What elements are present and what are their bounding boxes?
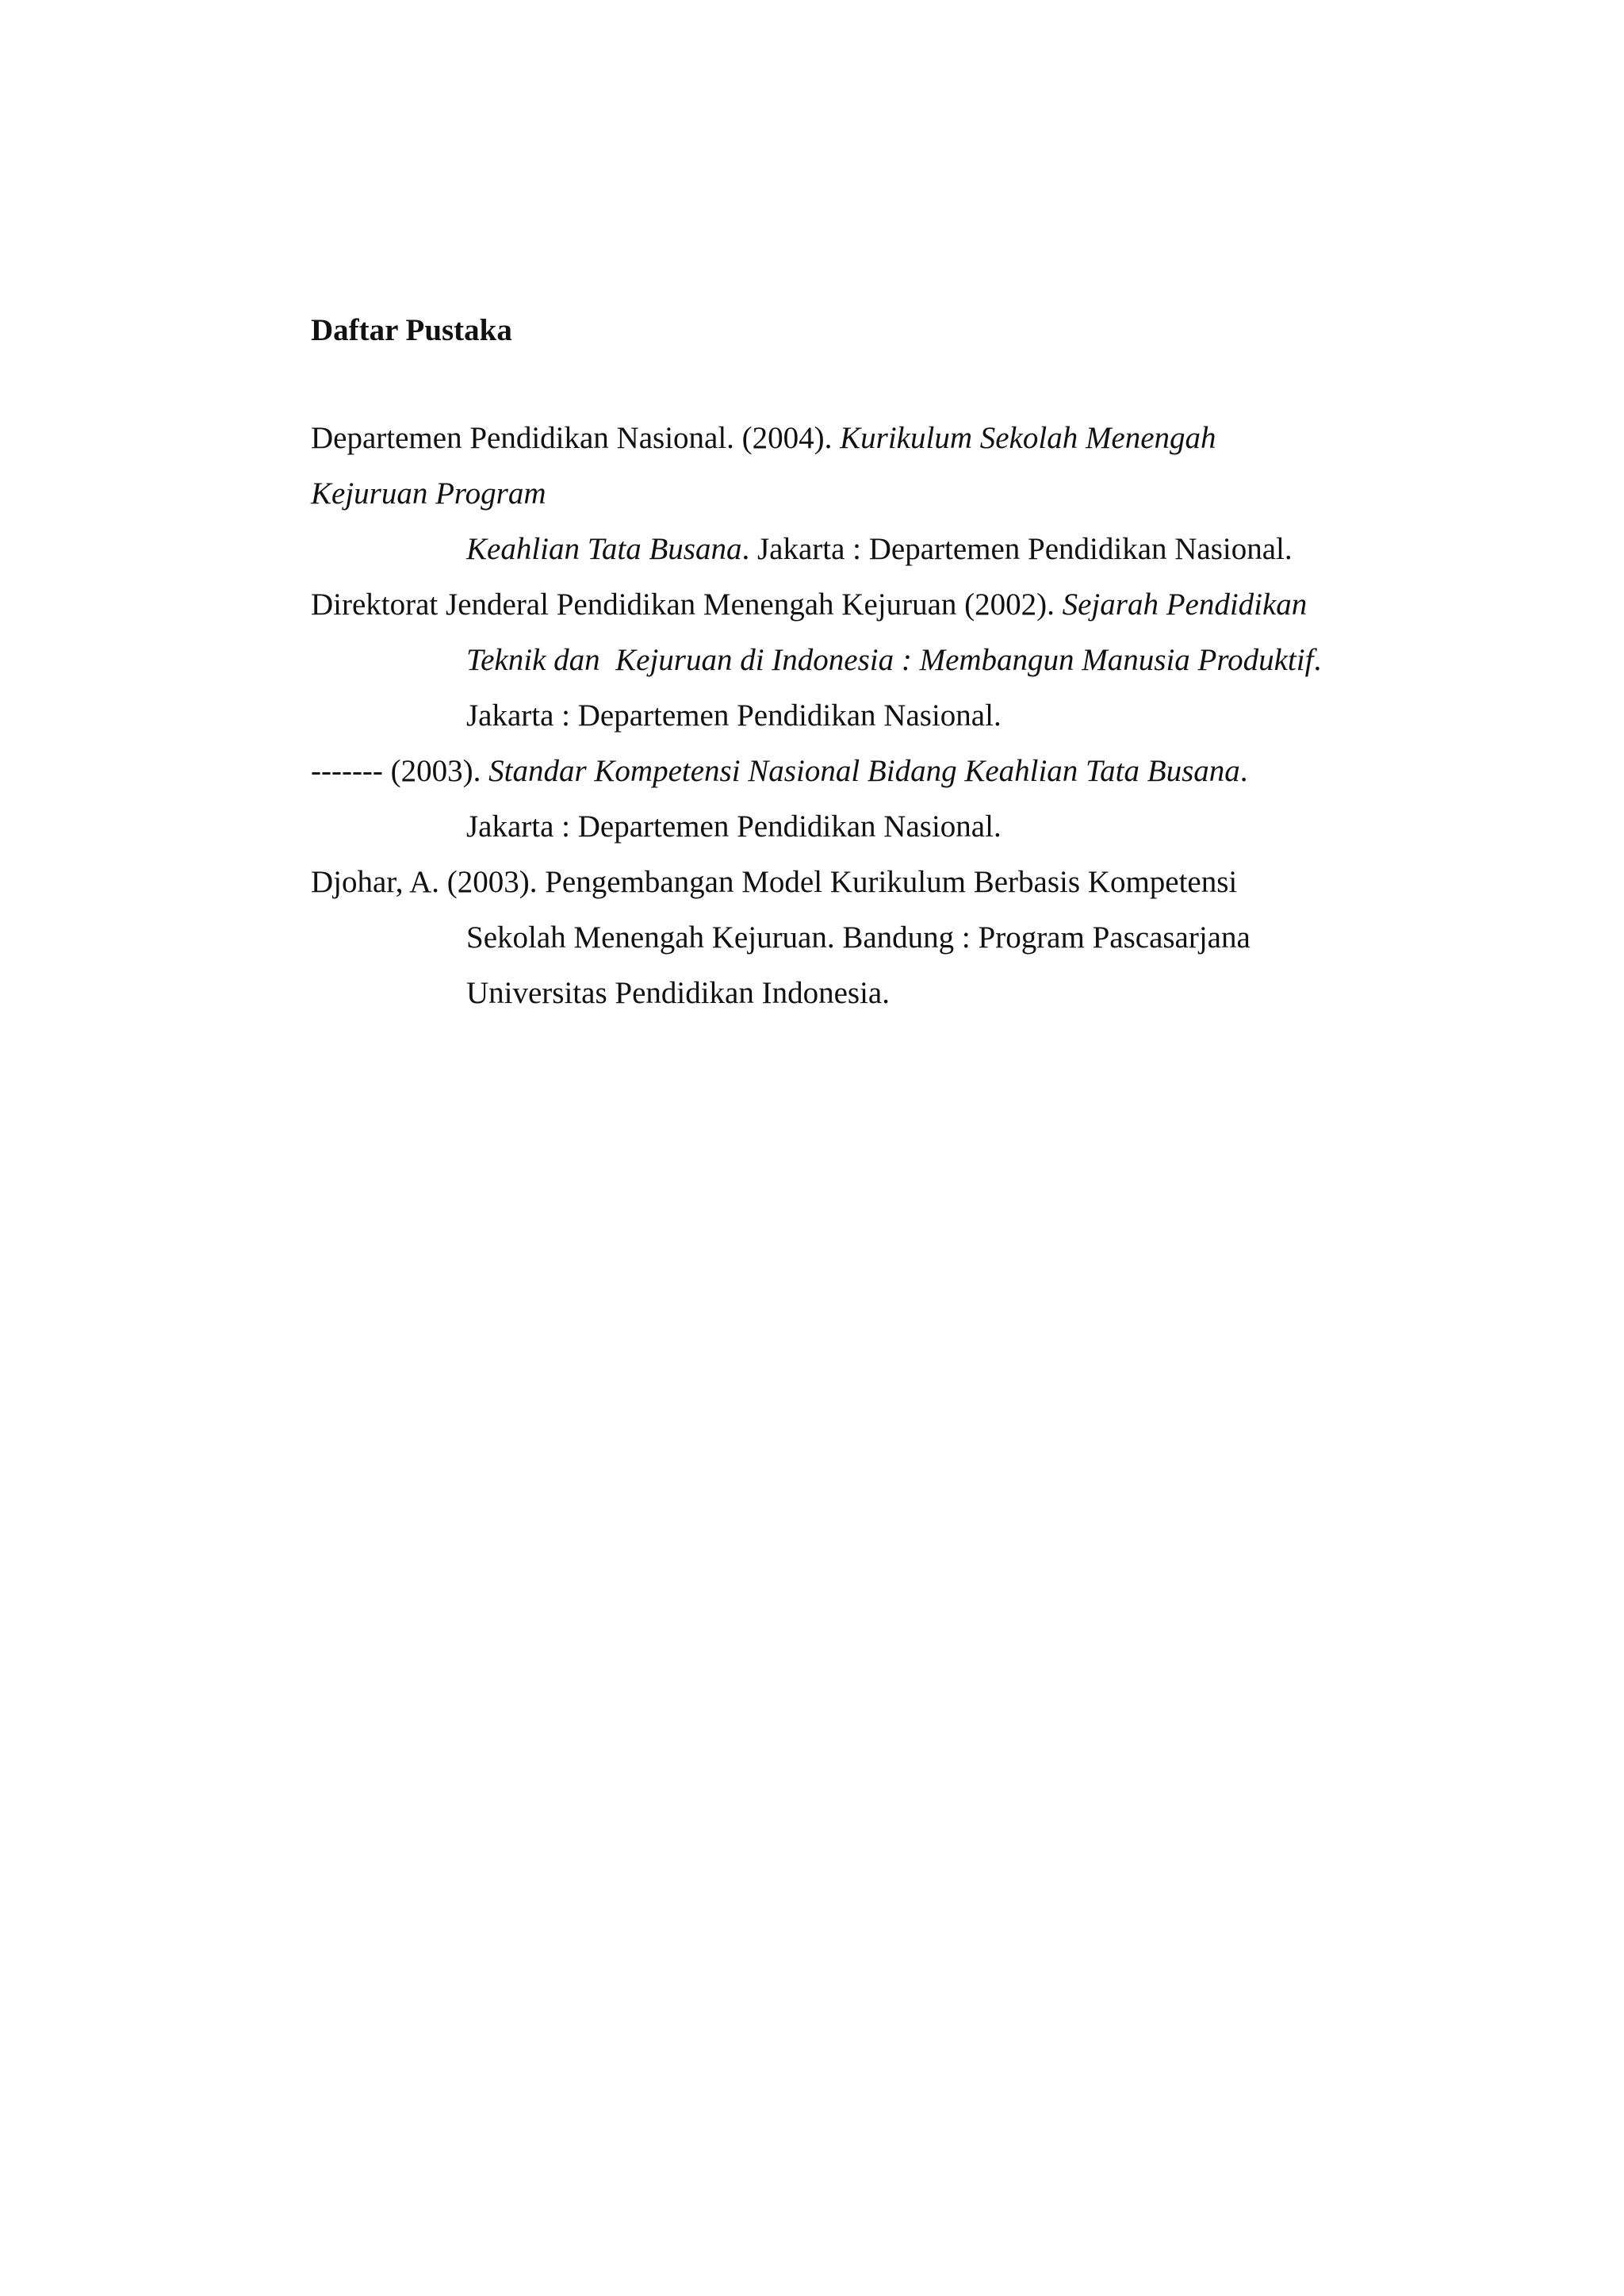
entry-text: Direktorat Jenderal Pendidikan Menengah Kejuruan (2002). — [311, 587, 1063, 622]
entry-line-indented — [311, 799, 1421, 855]
entry-line-indented — [311, 633, 1421, 688]
entry-text: Jakarta : Departemen Pendidikan Nasional. — [466, 809, 1002, 844]
entry-line — [311, 577, 1421, 633]
entry-text: Jakarta : Departemen Pendidikan Nasional. — [466, 698, 1002, 733]
entry-line-indented — [311, 910, 1421, 966]
entry-title-italic: Keahlian Tata Busana — [466, 532, 742, 566]
entry-line — [311, 744, 1421, 799]
entry-title-italic: Kejuruan Program — [311, 476, 546, 511]
entry-title-italic: Sejarah Pendidikan — [1062, 587, 1308, 622]
entry-title-italic: Kurikulum Sekolah Menengah — [840, 421, 1216, 455]
bibliography-entry — [311, 577, 1421, 744]
entry-text: Departemen Pendidikan Nasional. (2004). — [311, 421, 841, 455]
entry-text: ------- (2003). — [311, 754, 489, 788]
entry-text: . — [1239, 754, 1248, 788]
bibliography-heading: Daftar Pustaka — [311, 313, 512, 347]
bibliography-entry — [311, 855, 1421, 1021]
entry-text: . — [1313, 643, 1322, 677]
entry-text: Sekolah Menengah Kejuruan. Bandung : Program Pascasarjana — [466, 920, 1251, 955]
entry-line-indented — [311, 522, 1421, 577]
entry-line-indented — [311, 966, 1421, 1021]
entry-line — [311, 855, 1421, 910]
entry-line — [311, 466, 1421, 522]
bibliography — [311, 303, 1421, 1021]
entry-title-italic: Teknik dan Kejuruan di Indonesia : Membangun Manusia Produktif — [466, 643, 1314, 677]
entry-text: Djohar, A. (2003). Pengembangan Model Kurikulum Berbasis Kompetensi — [311, 865, 1238, 899]
entry-text: . Jakarta : Departemen Pendidikan Nasional. — [741, 532, 1293, 566]
entry-line — [311, 411, 1421, 466]
entry-text: Universitas Pendidikan Indonesia. — [466, 976, 890, 1010]
entry-line-indented — [311, 688, 1421, 744]
bibliography-entry — [311, 411, 1421, 577]
entry-title-italic: Standar Kompetensi Nasional Bidang Keahlian Tata Busana — [488, 754, 1240, 788]
bibliography-entry — [311, 744, 1421, 855]
